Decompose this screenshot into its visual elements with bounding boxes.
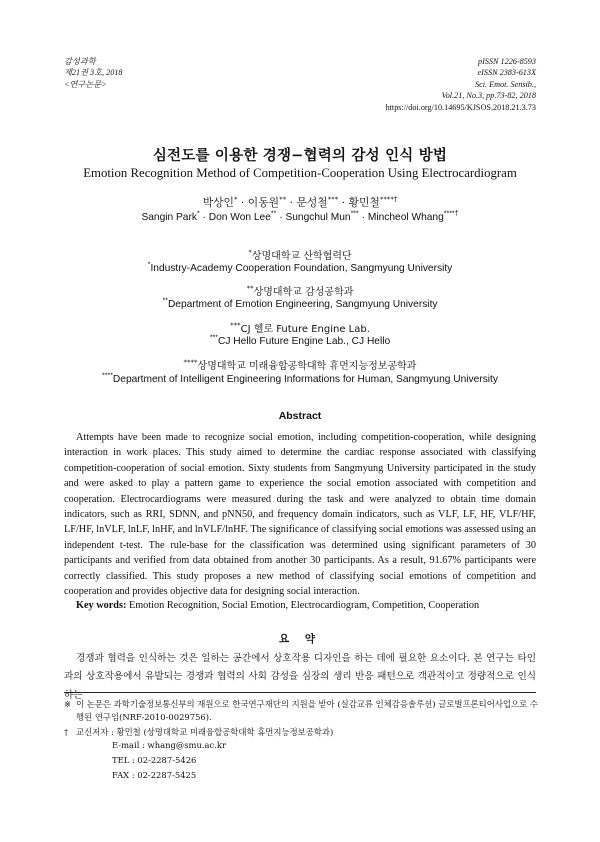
summary-text: 경쟁과 협력을 인식하는 것은 일하는 공간에서 상호작용 디자인을 하는 데에 필요한 요소이다. 본 연구는 타인과의 상호작용에서 유발되는 경쟁과 협력의 사회 감성을 심장의 생리 반응 패턴으로 객관적이고 정량적으로 인식하는	[64, 653, 536, 701]
author-name: Sungchul Mun	[285, 212, 351, 223]
affiliation-mark: ***	[230, 321, 241, 330]
author-name: 박상인	[202, 196, 234, 209]
affiliation-korean	[0, 357, 600, 372]
affiliation-english	[0, 374, 600, 385]
affiliation-text: 상명대학교 산학협력단	[251, 251, 352, 262]
author-name: Sangin Park	[141, 212, 197, 223]
article-type: <연구논문>	[64, 79, 107, 89]
affiliation-mark: ***	[209, 334, 219, 342]
affiliation-english	[0, 263, 600, 274]
affiliation-english	[0, 299, 600, 310]
abstract-text: Attempts have been made to recognize social emotion, including competition-cooperation, while designing interaction in work places. This study aimed to determine the cardiac response associated with classifying competition-cooperation of social emotion. Sixty students from Sangmyung University participated in the study and were asked to play a pattern game to experience the social emotion associated with competition and cooperation. Electrocardiograms were measured during the task and were analyzed to obtain time domain indicators, such as RRI, SDNN, and pNN50, and frequency domain indicators, such as VLF, LF, HF, VLF/HF, LF/HF, lnVLF, lnLF, lnHF, and lnVLF/lnHF. The significance of classifying social emotions was assessed using an independent t-test. The rule-base for the classification was determined using significant parameters of 30 participants and verified from data obtained from another 30 participants. As a result, 91.67% participants were correctly classified. This study proposes a new method of classifying social emotions of competition and cooperation and provides objective data for designing social interaction.	[64, 432, 536, 598]
funding-mark: ※	[64, 699, 72, 709]
funding-note	[64, 698, 540, 724]
title-english: Emotion Recognition Method of Competition-Cooperation Using Electrocardiogram	[83, 166, 517, 180]
keywords-list: Emotion Recognition, Social Emotion, Electrocardiogram, Competition, Cooperation	[128, 600, 480, 611]
author-name: Don Won Lee	[208, 212, 271, 223]
author-name: 황민철	[348, 196, 380, 209]
affiliation-text: Department of Emotion Engineering, Sangmyung University	[167, 299, 438, 310]
author-mark: ***	[327, 195, 339, 204]
doi-link[interactable]: https://doi.org/10.14695/KJSOS.2018.21.3.73	[385, 102, 536, 112]
fax-line: FAX : 02-2287-5425	[112, 770, 197, 780]
funding-text: 이 논문은 과학기술정보통신부의 재원으로 한국연구재단의 지원을 받아 (실감교류 인체감응솔루션) 글로벌프론티어사업으로 수행된 연구임(NRF-2010-0029756).	[76, 699, 538, 722]
authors-korean	[0, 195, 600, 210]
affiliation-korean	[0, 283, 600, 298]
volume-pages: Vol.21, No.3, pp.73-82, 2018	[441, 91, 536, 101]
affiliation-english	[0, 336, 600, 347]
author-separator: ·	[341, 196, 346, 209]
corresponding-author: 교신저자 : 황민철 (상명대학교 미래융합공학대학 휴먼지능정보공학과)	[76, 727, 334, 737]
journal-header-left	[64, 56, 123, 90]
email-line[interactable]: E-mail : whang@smu.ac.kr	[112, 740, 226, 750]
keywords-label: Key words:	[76, 600, 127, 611]
affiliation-mark: ****	[183, 358, 198, 367]
eissn: eISSN 2383-613X	[477, 68, 536, 78]
affiliation-mark: *	[248, 248, 252, 257]
author-separator: ·	[279, 212, 283, 223]
affiliation-text: Industry-Academy Cooperation Foundation, Sangmyung University	[150, 263, 453, 274]
author-separator: ·	[361, 212, 366, 223]
affiliation-text: CJ 헬로 Future Engine Lab.	[240, 324, 370, 335]
keywords	[76, 600, 479, 611]
author-name: Mincheol Whang	[367, 212, 444, 223]
author-mark: **	[279, 195, 287, 204]
affiliation-korean	[0, 247, 600, 262]
affiliation-mark: **	[162, 297, 168, 305]
journal-name: 감성과학	[64, 57, 96, 66]
journal-header-right	[386, 56, 536, 113]
author-separator: ·	[289, 196, 293, 209]
affiliation-mark: *	[147, 261, 151, 269]
author-mark: **	[270, 210, 277, 218]
dagger-mark: †	[64, 727, 69, 737]
summary-heading: 요 약	[279, 633, 321, 645]
author-mark: ***	[350, 210, 359, 218]
tel-line: TEL : 02-2287-5426	[112, 755, 197, 765]
affiliation-text: CJ Hello Future Engine Lab., CJ Hello	[218, 336, 391, 347]
author-separator: ·	[240, 196, 245, 209]
author-name: 문성철	[296, 196, 328, 209]
corresponding-note	[64, 726, 540, 739]
affiliation-text: 상명대학교 감성공학과	[253, 287, 354, 298]
author-mark: ****†	[379, 195, 398, 204]
author-mark: ****†	[443, 210, 459, 218]
journal-abbrev: Sci. Emot. Sensib.,	[475, 79, 536, 89]
abstract-heading: Abstract	[278, 410, 322, 422]
title-korean: 심전도를 이용한 경쟁−협력의 감성 인식 방법	[152, 148, 448, 164]
author-separator: ·	[202, 212, 206, 223]
author-mark: *	[233, 195, 238, 204]
affiliation-text: 상명대학교 미래융합공학대학 휴먼지능정보공학과	[197, 361, 417, 372]
authors-english	[0, 212, 600, 223]
footnote-divider	[64, 692, 536, 693]
pissn: pISSN 1226-8593	[478, 57, 536, 66]
footnotes	[64, 698, 540, 782]
author-mark: *	[196, 210, 200, 218]
affiliation-mark: **	[246, 284, 254, 293]
journal-volume: 제21권 3호, 2018	[64, 68, 123, 78]
affiliation-text: Department of Intelligent Engineering Informations for Human, Sangmyung University	[112, 374, 498, 385]
author-name: 이동원	[247, 196, 280, 209]
affiliation-mark: ****	[102, 372, 113, 380]
affiliation-korean	[0, 320, 600, 335]
